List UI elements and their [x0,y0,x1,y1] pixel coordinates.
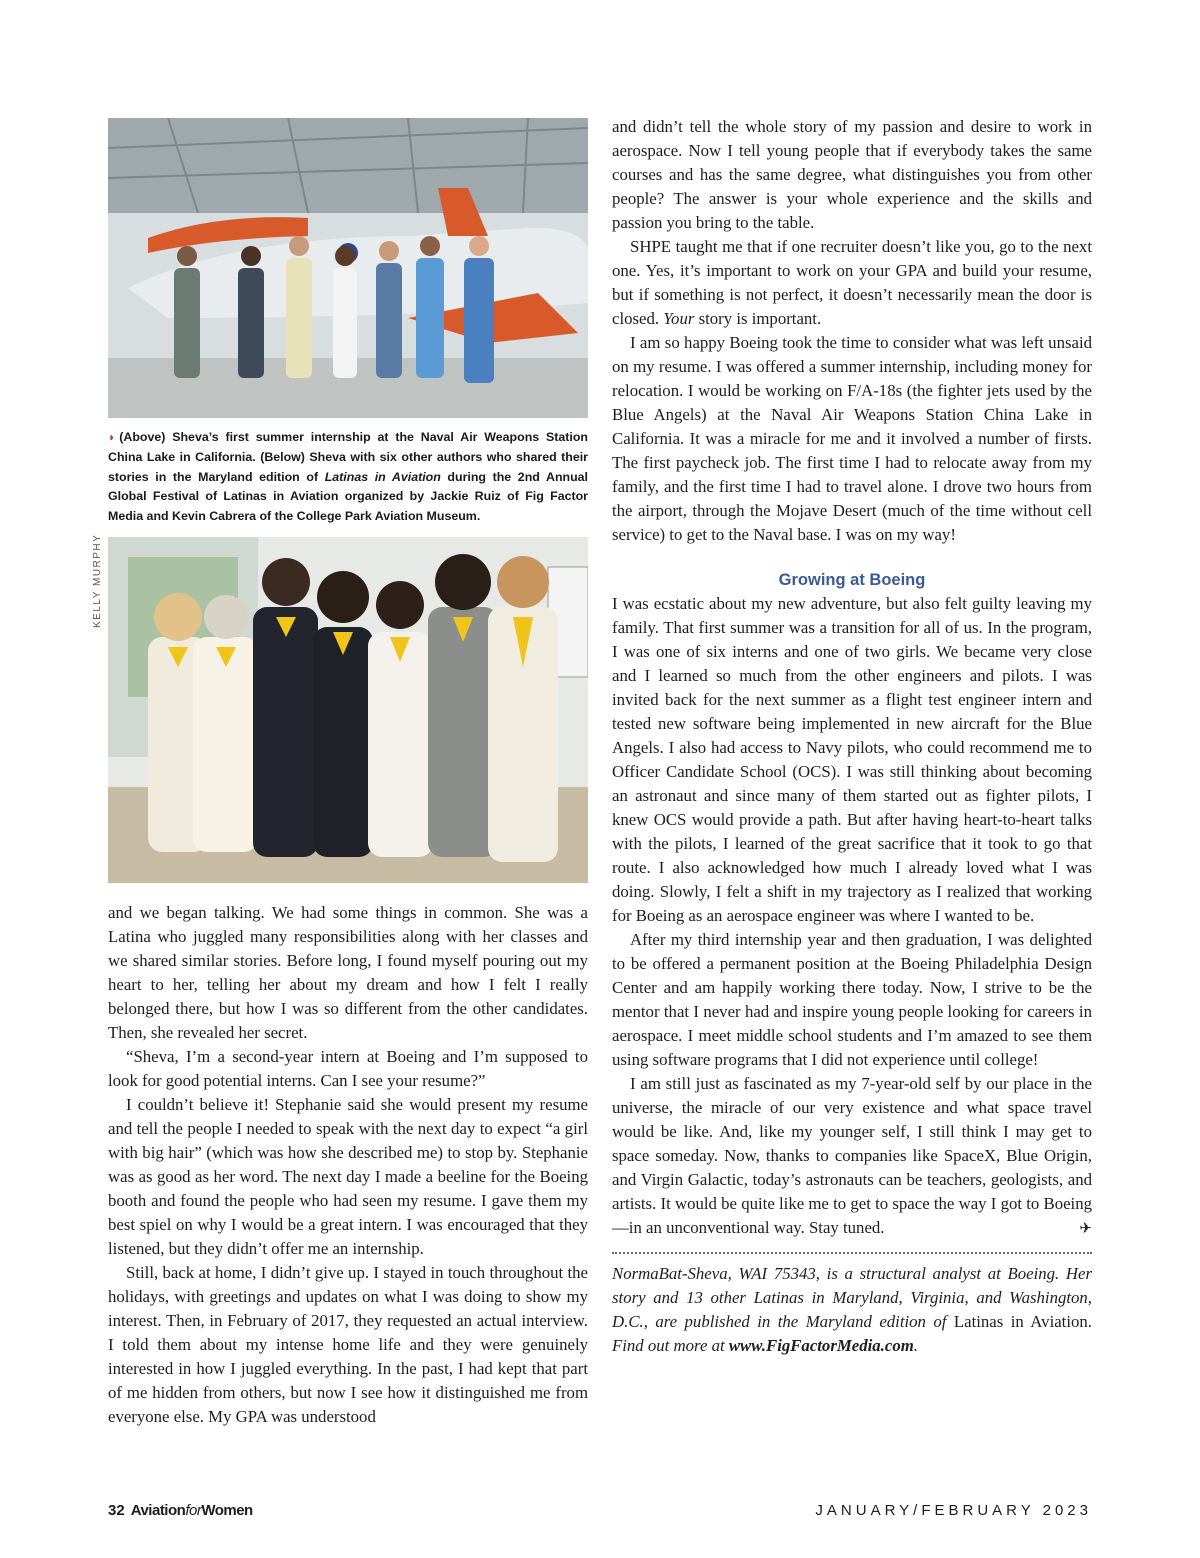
paragraph: “Sheva, I’m a second-year intern at Boeing and I’m supposed to look for good potential interns. Can I see your resume?” [108,1047,588,1090]
paragraph-text: story is important. [694,309,822,328]
paragraph: Still, back at home, I didn’t give up. I stayed in touch throughout the holidays, with greetings and updates on what I was doing to show my interest. Then, in February of 2017, they requested an actual interview. I told them about my intense home life and they were genuinely interested in how I juggled everything. In the past, I had kept that part of me hidden from others, but now I see how it distinguished me from everyone else. My GPA was understood [108,1263,588,1426]
bio-text: . [913,1336,918,1355]
brand-part: Aviation [130,1502,186,1519]
paragraph: and we began talking. We had some things in common. She was a Latina who juggled many responsibilities along with her classes and we shared similar stories. Before long, I found myself pouring out my heart to her, telling her about my dream and how I felt I really belonged there, but how I was so different from the other candidates. Then, she revealed her secret. [108,903,588,1042]
brand-part: Women [201,1502,253,1519]
photo-internship-group [108,118,588,418]
paragraph: I was ecstatic about my new adventure, but also felt guilty leaving my family. That first summer was a transition for all of us. In the program, I was one of six interns and one of two girls. We became very close and I learned so much from the other engineers and pilots. I was invited back for the next summer as a flight test engineer intern and tested new software being implemented in new aircraft for the Blue Angels. I also had access to Navy pilots, who could recommend me to Officer Candidate School (OCS). I was still thinking about becoming an astronaut and since many of them started out as fighter pilots, I knew OCS would provide a path. But after having heart-to-heart talks with the pilots, I learned of the great sacrifice that it took to go that route. I also acknowledged how much I already loved what I was doing. Slowly, I felt a shift in my trajectory as I realized that working for Boeing as an aerospace engineer was where I wanted to be. [612,594,1092,925]
bio-website-link[interactable]: www.FigFactorMedia.com [728,1336,914,1355]
article-right-column [612,115,1092,1358]
paragraph-text: SHPE taught me that if one recruiter doesn’t like you, go to the next one. Yes, it’s important to work on your GPA and build your resume, but if something is not perfect, it doesn’t necessarily mean the door is closed. [612,237,1092,328]
caption-text-2: during the 2nd Annual Global Festival of Latinas in Aviation organized by Jackie Ruiz of Fig Factor Media and Kevin Cabrera of the College Park Aviation Museum. [108,469,588,524]
photo-hangar-illustration [108,118,588,418]
photo-credit: KELLY MURPHY [92,533,103,628]
paragraph [612,1072,1092,1240]
caption-marker-icon: ◗ [108,430,116,444]
bio-book-title: Latinas in Aviation. [953,1312,1092,1331]
bio-text: NormaBat-Sheva, WAI 75343, is a structural analyst at Boeing. Her story and 13 other Latinas in Maryland, Virginia, and Washington, D.C., are published in the Maryland edition of [612,1264,1092,1331]
brand-part: for [185,1502,202,1519]
paragraph: I couldn’t believe it! Stephanie said she would present my resume and tell the people I needed to speak with the next day to expect “a girl with big hair” (which was how she described me) to stop by. Stephanie was as good as her word. The next day I made a beeline for the Boeing booth and found the people who had seen my resume. I gave them my best spiel on why I would be a great intern. I was encouraged that they listened, but they didn’t offer me an internship. [108,1095,588,1258]
airplane-end-icon: ✈ [1079,1219,1092,1237]
subheading: Growing at Boeing [778,571,926,589]
article-left-column [108,901,588,1429]
paragraph [612,235,1092,331]
paragraph-text: I am still just as fascinated as my 7-year-old self by our place in the universe, the miracle of our very existence and what space travel would be like. And, like my younger self, I still think I may get to space someday. Now, thanks to companies like SpaceX, Blue Origin, and Virgin Galactic, today’s astronauts can be teachers, geologists, and artists. It would be quite like me to get to space the way I got to Boeing—in an unconventional way. Stay tuned. [612,1074,1092,1237]
author-bio [612,1262,1092,1358]
photo-authors-group [108,537,588,883]
paragraph: and didn’t tell the whole story of my passion and desire to work in aerospace. Now I tell young people that if everybody takes the same courses and has the same degree, what distinguishes you from other people? The answer is your whole experience and the skills and passion you bring to the table. [612,117,1092,232]
emphasis-text: Your [663,309,695,328]
footer-page-info [108,1502,253,1519]
issue-date: JANUARY/FEBRUARY 2023 [815,1502,1092,1519]
dotted-divider [612,1252,1092,1254]
caption-text-1: (Above) Sheva’s first summer internship at the Naval Air Weapons Station China Lake in California. (Below) Sheva with six other authors who shared their stories in the Maryland edition of [108,430,588,484]
caption-book-title: Latinas in Aviation [324,469,441,484]
paragraph: After my third internship year and then graduation, I was delighted to be offered a permanent position at the Boeing Philadelphia Design Center and am happily working there today. Now, I strive to be the mentor that I never had and inspire young people looking for careers in aerospace. I meet middle school students and I’m amazed to see them using software programs that I did not experience until college! [612,930,1092,1069]
magazine-name [131,1502,253,1519]
page-number: 32 [108,1502,125,1519]
bio-text: Find out more at [612,1336,729,1355]
paragraph: I am so happy Boeing took the time to consider what was left unsaid on my resume. I was offered a summer internship, including money for relocation. I would be working on F/A-18s (the fighter jets used by the Blue Angels) at the Naval Air Weapons Station China Lake in California. It was a miracle for me and it involved a number of firsts. The first paycheck job. The first time I had to relocate away from my family, and the first time I had to travel alone. I drove two hours from the airport, through the Mojave Desert (much of the time without cell service) to get to the Naval base. I was on my way! [612,333,1092,544]
photo-caption [108,428,588,527]
photo-women-illustration [108,537,588,883]
